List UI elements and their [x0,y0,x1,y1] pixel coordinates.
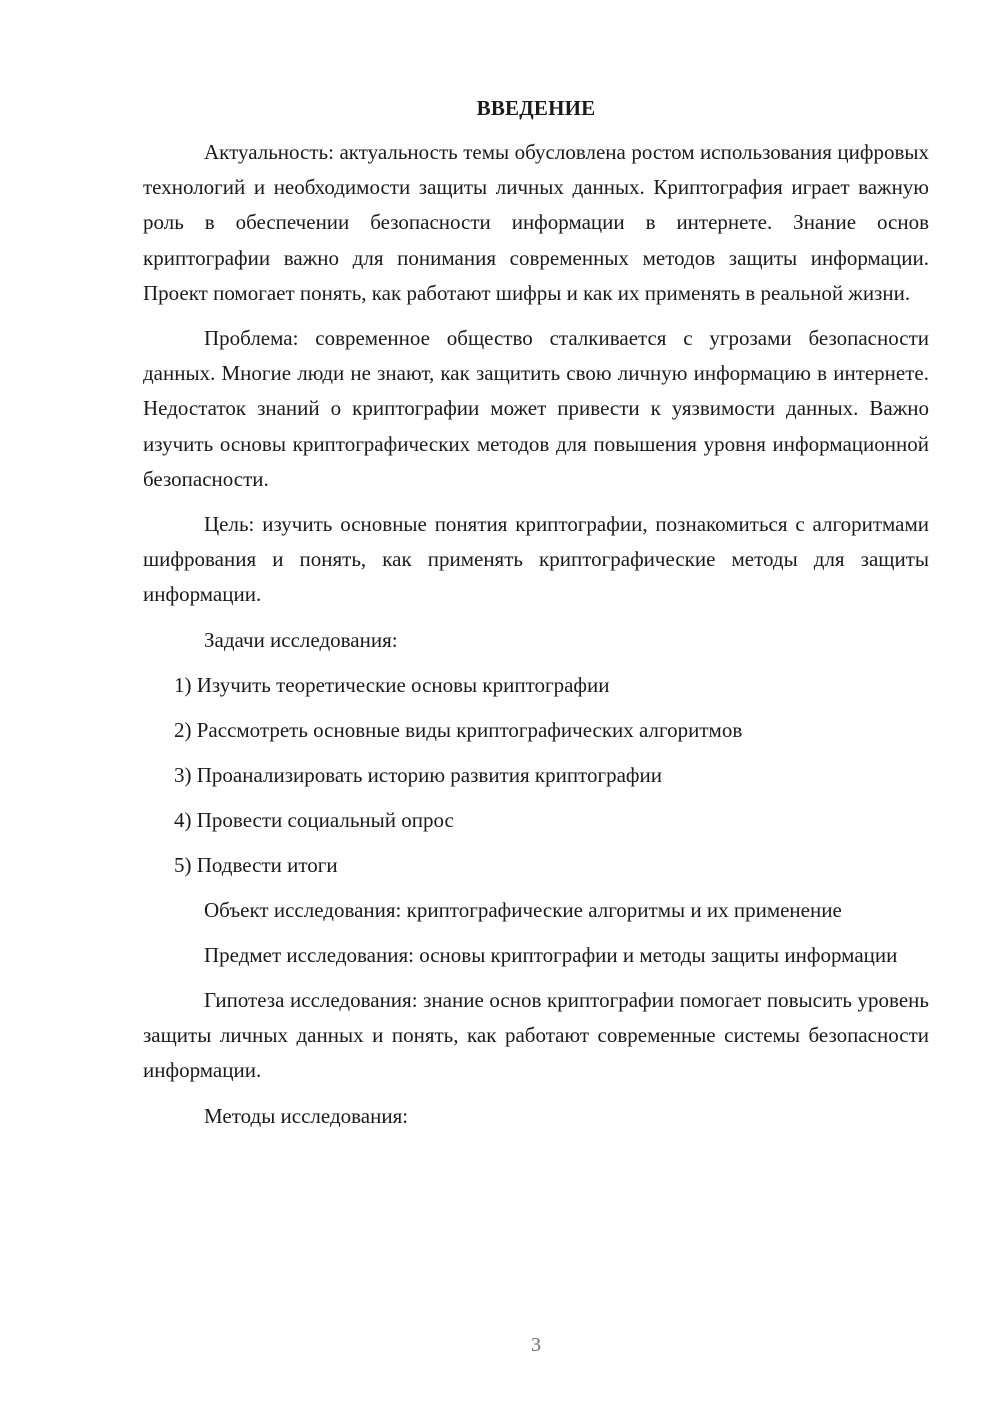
methods-heading: Методы исследования: [204,1103,409,1128]
paragraph-hypothesis: Гипотеза исследования: знание основ криптографии помогает повысить уровень защиты личных данных и понять, как работают современные системы безопасности информации. [143,988,929,1083]
document-page [143,96,929,1144]
paragraph-problem: Проблема: современное общество сталкивается с угрозами безопасности данных. Многие люди не знают, как защитить свою личную информацию в интернете. Недостаток знаний о криптографии может привести к уязвимости данных. Важно изучить основы криптографических методов для повышения уровня информационной безопасности. [143,326,929,491]
section-title: ВВЕДЕНИЕ [476,96,596,120]
task-list [143,668,929,883]
paragraph-subject: Предмет исследования: основы криптографии и методы защиты информации [204,942,898,967]
task-item: 1) Изучить теоретические основы криптографии [174,672,610,697]
task-item: 3) Проанализировать историю развития криптографии [174,762,662,787]
paragraph-goal: Цель: изучить основные понятия криптографии, познакомиться с алгоритмами шифрования и понять, как применять криптографические методы для защиты информации. [143,512,929,607]
task-item: 4) Провести социальный опрос [174,807,454,832]
paragraph-relevance: Актуальность: актуальность темы обусловлена ростом использования цифровых технологий и необходимости защиты личных данных. Криптография играет важную роль в обеспечении безопасности информации в интернете. Знание основ криптографии важно для понимания современных методов защиты информации. Проект помогает понять, как работают шифры и как их применять в реальной жизни. [143,140,929,305]
task-item: 2) Рассмотреть основные виды криптографических алгоритмов [174,717,743,742]
paragraph-object: Объект исследования: криптографические алгоритмы и их применение [204,897,842,922]
page-number: 3 [531,1334,541,1356]
tasks-heading: Задачи исследования: [204,627,398,652]
task-item: 5) Подвести итоги [174,852,338,877]
